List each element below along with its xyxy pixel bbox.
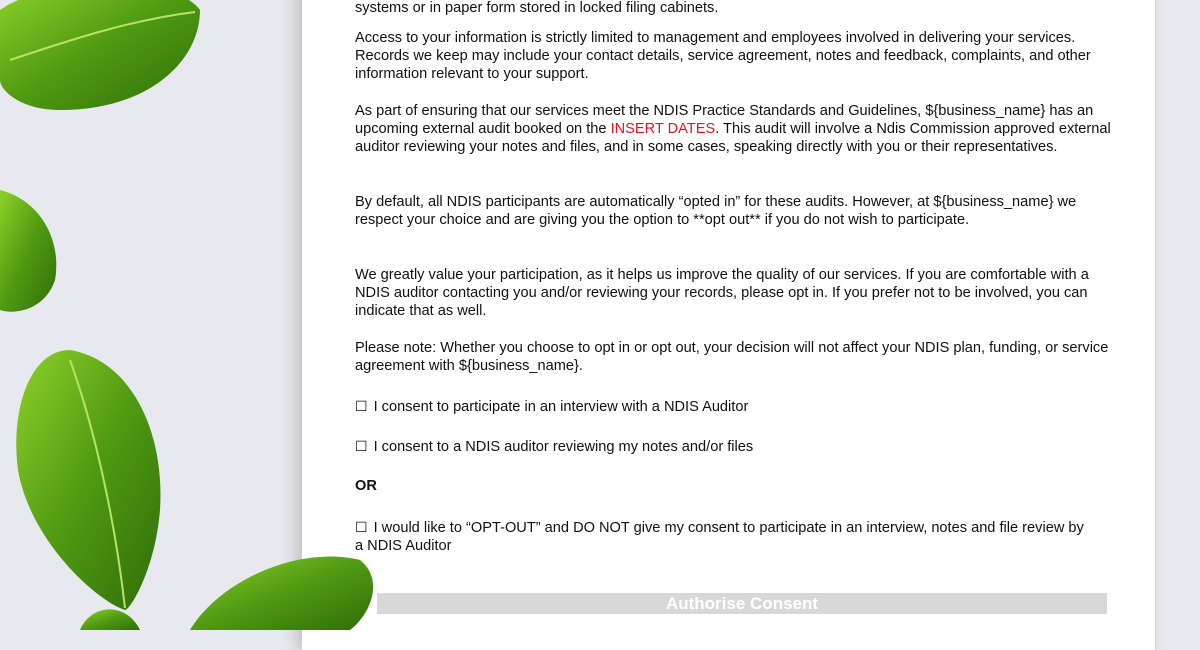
opt-out-option[interactable] [355, 518, 1095, 555]
leaf-large-icon [16, 350, 160, 610]
consent-interview-option[interactable] [355, 397, 1115, 416]
consent-files-option[interactable] [355, 437, 1115, 456]
consent-interview-label: I consent to participate in an interview with a NDIS Auditor [373, 399, 749, 415]
opt-out-label: I would like to “OPT-OUT” and DO NOT give my consent to participate in an interview, notes and file review by a NDIS Auditor [355, 520, 1084, 555]
participation-paragraph: We greatly value your participation, as it helps us improve the quality of our services. If you are comfortable with a NDIS auditor contacting you and/or reviewing your records, please opt in. If you prefer not to be involved, you can indicate that as well. [355, 267, 1089, 320]
default-optin-paragraph: By default, all NDIS participants are automatically “opted in” for these audits. However, at ${business_name} we respect your choice and are giving you the option to **opt out** if you do not wish to participate. [355, 194, 1077, 229]
checkbox-icon[interactable]: ☐ [355, 398, 368, 414]
leaf-top-icon [0, 0, 200, 110]
audit-paragraph [355, 102, 1115, 157]
checkbox-icon[interactable]: ☐ [355, 519, 368, 535]
intro-paragraph-end: systems or in paper form stored in locked filing cabinets. [355, 0, 719, 16]
consent-files-label: I consent to a NDIS auditor reviewing my notes and/or files [373, 439, 754, 455]
audit-text-end: . This audit will involve a Ndis Commission approved external auditor reviewing your notes and files, and in some cases, speaking directly with you or their representatives. [355, 121, 1111, 156]
or-label: OR [355, 478, 377, 494]
authorise-consent-heading: Authorise Consent [377, 593, 1107, 614]
insert-dates-placeholder: INSERT DATES [610, 121, 716, 138]
leaf-middle-icon [0, 190, 56, 312]
note-paragraph: Please note: Whether you choose to opt in or opt out, your decision will not affect your NDIS plan, funding, or service agreement with ${business_name}. [355, 340, 1109, 375]
access-paragraph: Access to your information is strictly limited to management and employees involved in delivering your services. Records we keep may include your contact details, service agreement, notes and feedback, complaints, and other information relevant to your support. [355, 30, 1091, 83]
audit-text: As part of ensuring that our services meet the NDIS Practice Standards and Guidelines, ${business_name} has an upcoming external audit booked on the [355, 103, 1094, 138]
leaf-decoration [0, 0, 400, 630]
checkbox-icon[interactable]: ☐ [355, 438, 368, 454]
